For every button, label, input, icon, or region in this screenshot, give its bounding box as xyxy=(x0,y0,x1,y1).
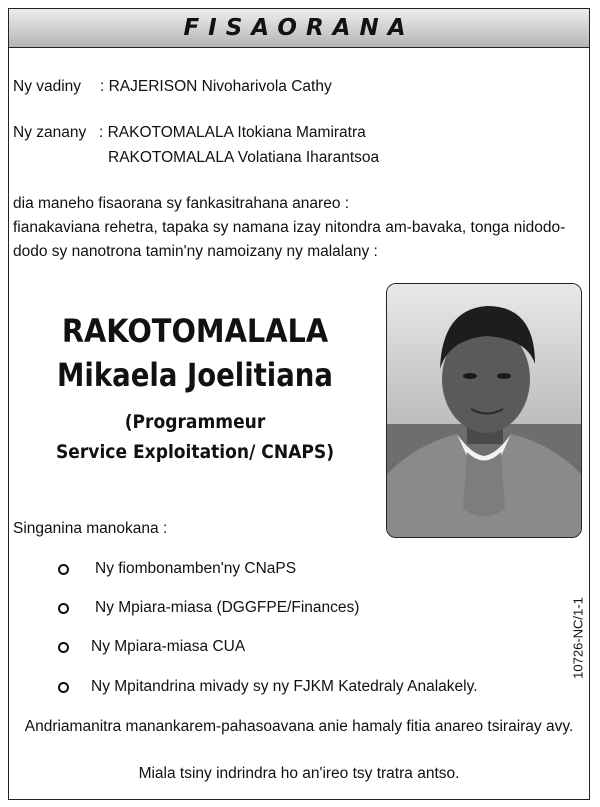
list-item xyxy=(58,638,245,656)
child-name-1: : RAKOTOMALALA Itokiana Mamiratra xyxy=(99,124,366,141)
list-item-text: Ny fiombonamben'ny CNaPS xyxy=(95,560,297,577)
intro-line-3: dodo sy nanotrona tamin'ny namoizany ny malalany : xyxy=(13,243,378,260)
bullet-circle-icon xyxy=(58,564,69,575)
bullet-circle-icon xyxy=(58,682,69,693)
list-item xyxy=(58,599,359,617)
spouse-name: : RAJERISON Nivoharivola Cathy xyxy=(100,78,332,95)
portrait-photo xyxy=(386,283,582,538)
deceased-given-names: Mikaela Joelitiana xyxy=(57,356,333,394)
list-item xyxy=(58,678,478,696)
spouse-label: Ny vadiny xyxy=(13,78,82,95)
closing-line-2: Miala tsiny indrindra ho an'ireo tsy tratra antso. xyxy=(138,765,460,782)
list-item-text: Ny Mpiara-miasa CUA xyxy=(91,638,246,655)
intro-line-2: fianakaviana rehetra, tapaka sy namana izay nitondra am-bavaka, tonga nidodo- xyxy=(13,219,566,236)
thanks-heading: Singanina manokana : xyxy=(13,520,168,537)
list-item-text: Ny Mpitandrina mivady sy ny FJKM Katedraly Analakely. xyxy=(91,678,478,695)
closing-line-1: Andriamanitra manankarem-pahasoavana anie hamaly fitia anareo tsirairay avy. xyxy=(24,718,574,735)
bullet-circle-icon xyxy=(58,642,69,653)
deceased-role-line-1: (Programmeur xyxy=(124,411,266,433)
deceased-surname: RAKOTOMALALA xyxy=(61,312,329,350)
intro-line-1: dia maneho fisaorana sy fankasitrahana anareo : xyxy=(13,195,350,212)
list-item xyxy=(58,560,296,578)
child-name-2: RAKOTOMALALA Volatiana Iharantsoa xyxy=(108,149,380,166)
bullet-circle-icon xyxy=(58,603,69,614)
list-item-text: Ny Mpiara-miasa (DGGFPE/Finances) xyxy=(95,599,360,616)
children-label: Ny zanany xyxy=(13,124,87,141)
reference-code: 10726-NC/1-1 xyxy=(570,597,586,679)
notice-title: FISAORANA xyxy=(183,15,415,41)
deceased-role-line-2: Service Exploitation/ CNAPS) xyxy=(55,441,335,463)
notice-header xyxy=(8,8,590,48)
